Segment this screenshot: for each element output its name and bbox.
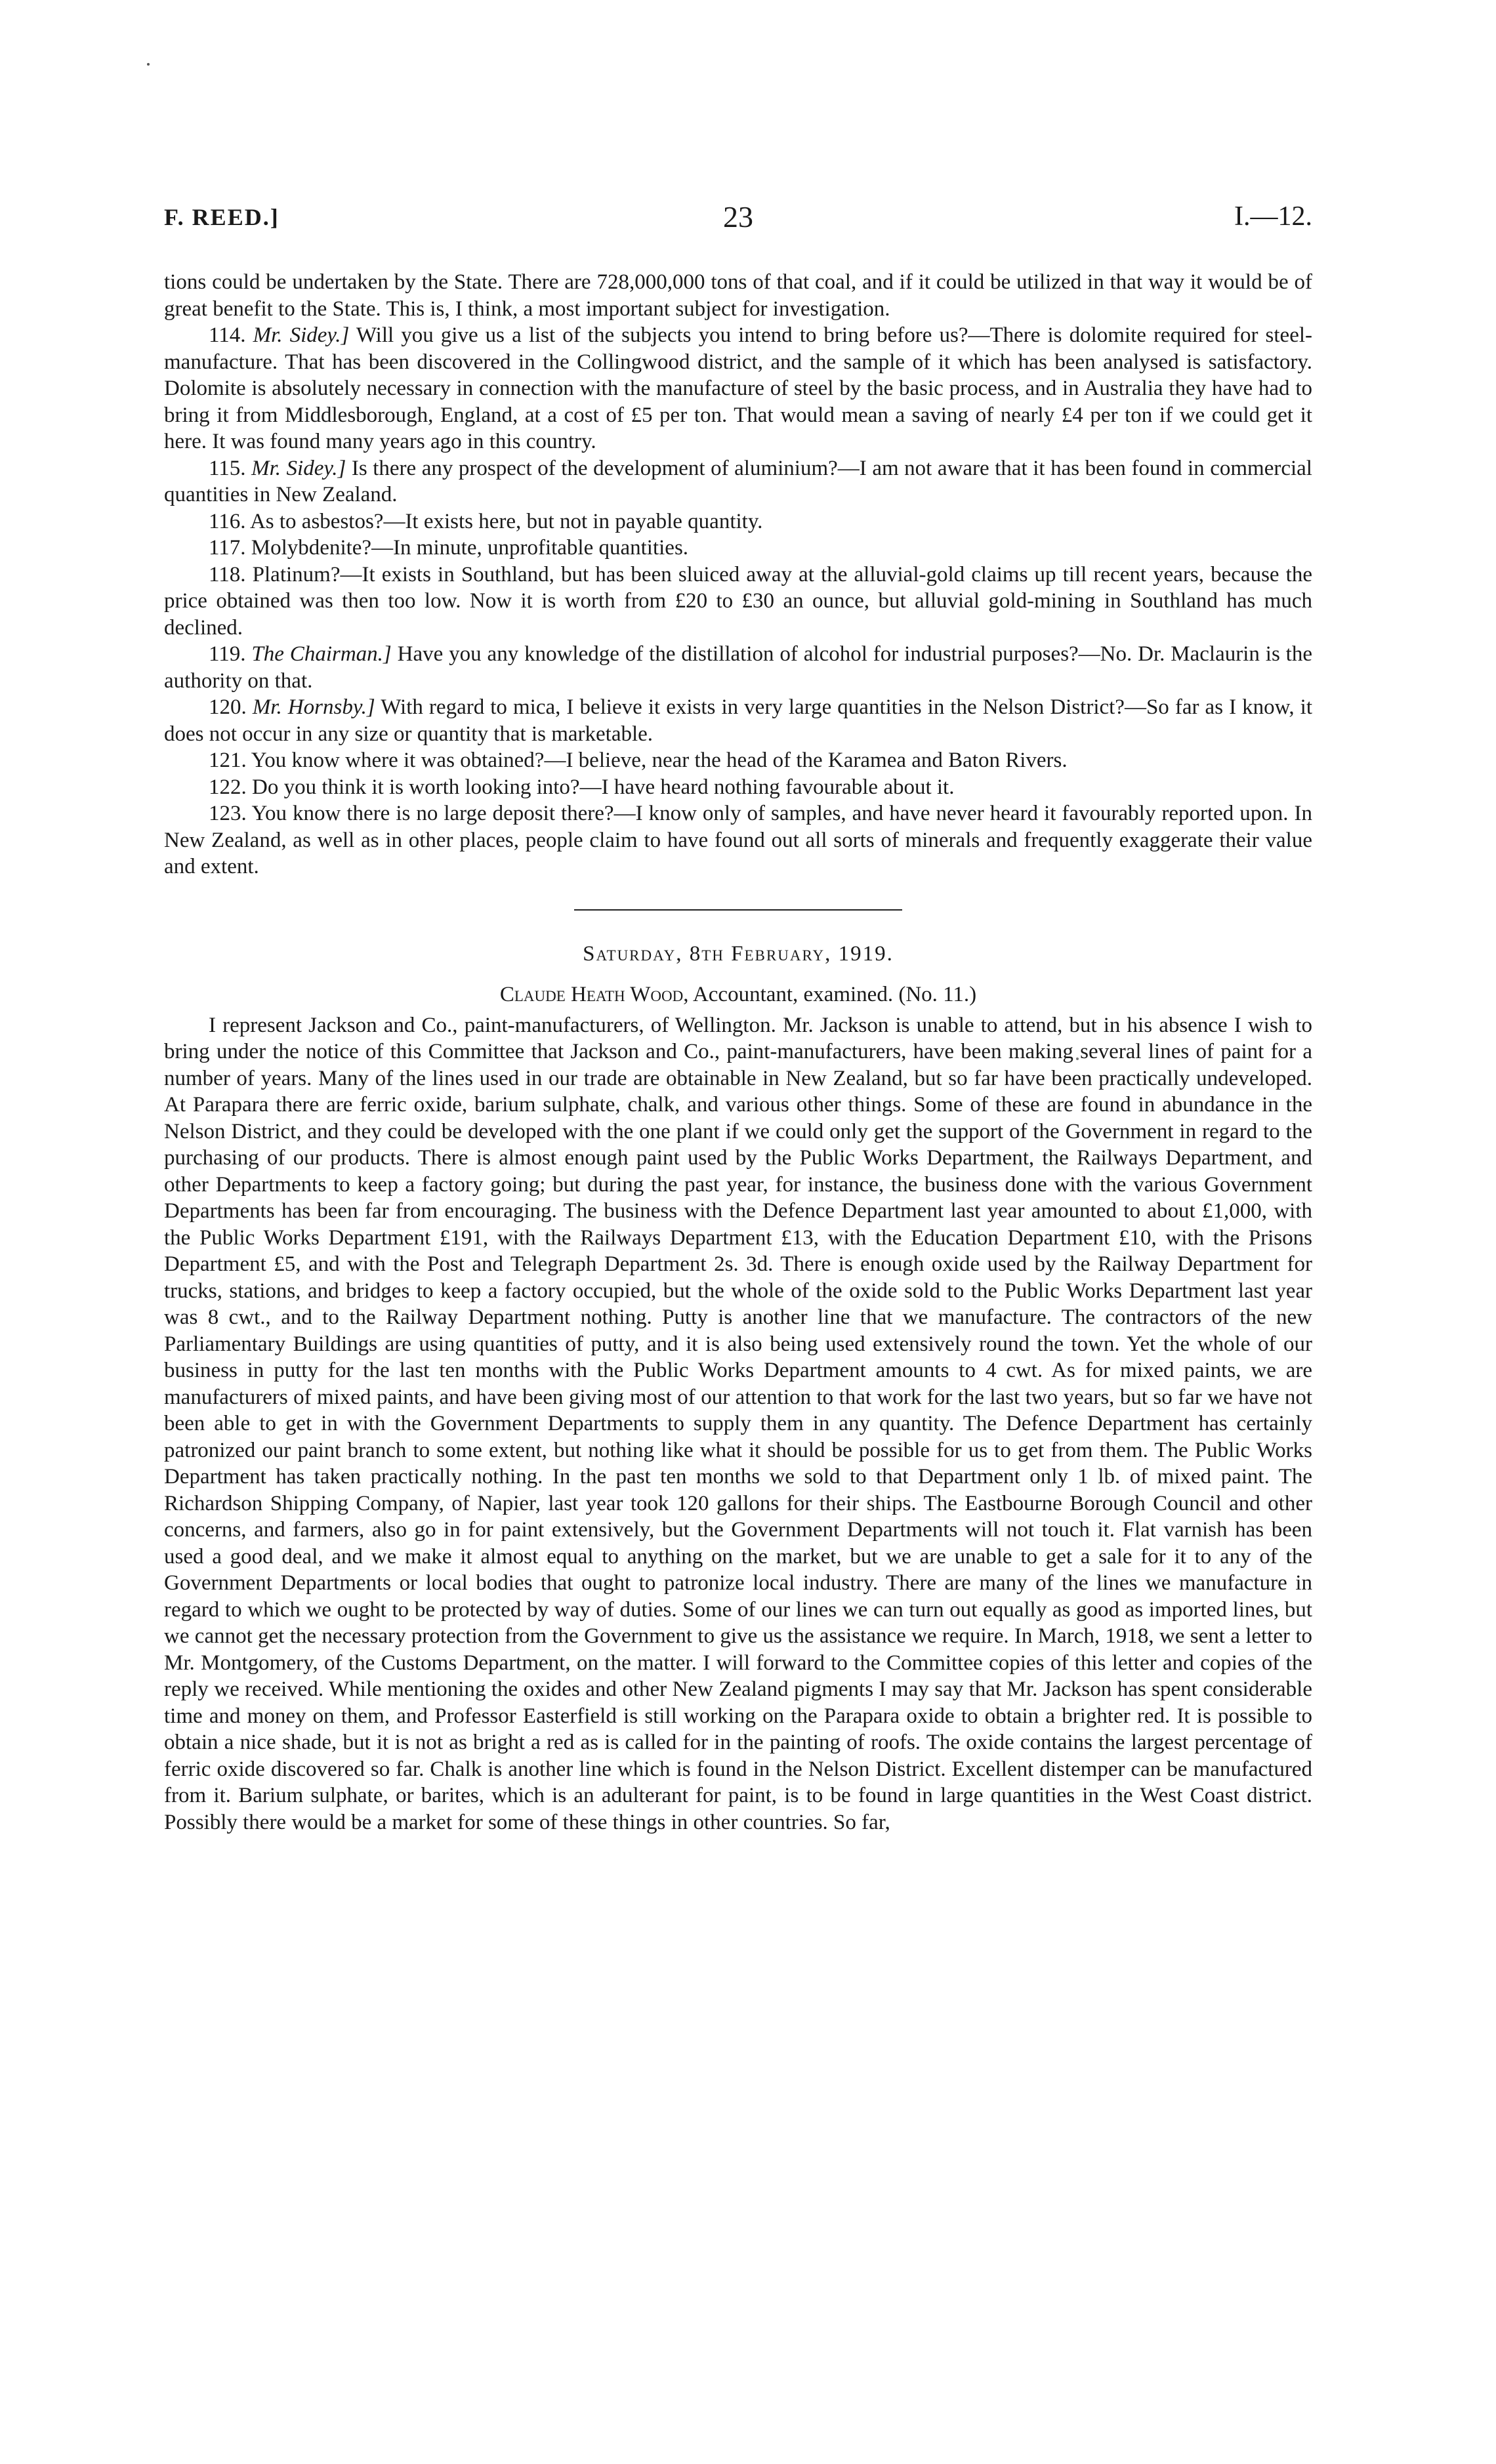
question-121: 121. You know where it was obtained?—I believe, near the head of the Karamea and Baton Rivers. xyxy=(209,749,1068,772)
paragraph-continuation: tions could be undertaken by the State. There are 728,000,000 tons of that coal, and if it could be utilized in that way it would be of great benefit to the State. This is, I think, a most important subject for investigation. xyxy=(164,270,1312,321)
question-117: 117. Molybdenite?—In minute, unprofitable quantities. xyxy=(209,536,689,560)
header-witness-name: F. REED.] xyxy=(164,204,280,230)
witness-description: Accountant, examined. (No. 11.) xyxy=(692,983,977,1006)
paper-reference: I.—12. xyxy=(1234,201,1312,232)
page-number: 23 xyxy=(723,200,753,234)
witness-statement: I represent Jackson and Co., paint-manufacturers, of Wellington. Mr. Jackson is unable to attend, but in his absence I wish to bring under the notice of this Committee that Jackson and Co., paint-manufacturers, have been making several lines of paint for a number of years. Many of the lines used in our trade are obtainable in New Zealand, but so far have been practically undeveloped. At Parapara there are ferric oxide, barium sulphate, chalk, and various other things. Some of these are found in abundance in the Nelson District, and they could be developed with the one plant if we could only get the support of the Government in regard to the purchasing of our products. There is almost enough paint used by the Public Works Department, the Railways Department, and other Departments to keep a factory going; but during the past year, for instance, the business done with the various Government Departments has been far from encouraging. The business with the Defence Department last year amounted to about £1,000, with the Public Works Department £191, with the Railways Department £13, with the Education Department £10, with the Prisons Department £5, and with the Post and Telegraph Department 2s. 3d. There is enough oxide used by the Railway Department for trucks, stations, and bridges to keep a factory occupied, but the whole of the oxide sold to the Public Works Department last year was 8 cwt., and to the Railway Department nothing. Putty is another line that we manufacture. The contractors of the new Parliamentary Buildings are using quantities of putty, and it is also being used extensively round the town. Yet the whole of our business in putty for the last ten months with the Public Works Department amounts to 4 cwt. As for mixed paints, we are manufacturers of mixed paints, and have been giving most of our attention to that work for the last two years, but so far we have not been able to get in with the Government Departments to supply them in any quantity. The Defence Department has certainly patronized our paint branch to some extent, but nothing like what it should be possible for us to get from them. The Public Works Department has taken practically nothing. In the past ten months we sold to that Department only 1 lb. of mixed paint. The Richardson Shipping Company, of Napier, last year took 120 gallons for their ships. The Eastbourne Borough Council and other concerns, and farmers, also go in for paint extensively, but the Government Departments will not touch it. Flat varnish has been used a good deal, and we make it almost equal to anything on the market, but we are unable to get a sale for it to any of the Government Departments or local bodies that ought to patronize local industry. There are many of the lines we manufacture in regard to which we ought to be protected by way of duties. Some of our lines we can turn out equally as good as imported lines, but we cannot get the necessary protection from the Government to give us the assistance we require. In March, 1918, we sent a letter to Mr. Montgomery, of the Customs Department, on the matter. I will forward to the Committee copies of this letter and copies of the reply we received. While mentioning the oxides and other New Zealand pigments I may say that Mr. Jackson has spent considerable time and money on them, and Professor Easterfield is still working on the Parapara oxide to obtain a brighter red. It is possible to obtain a nice shade, but it is not as bright a red as is called for in the painting of roofs. The oxide contains the largest percentage of ferric oxide discovered so far. Chalk is another line which is found in the Nelson District. Excellent distemper can be manufactured from it. Barium sulphate, or barites, which is an adulterant for paint, is to be found in large quantities in the West Coast district. Possibly there would be a market for some of these things in other countries. So far, xyxy=(164,1013,1312,1834)
scan-speck xyxy=(147,63,150,66)
question-116: 116. As to asbestos?—It exists here, but not in payable quantity. xyxy=(209,509,763,533)
question-119: 119. The Chairman.] Have you any knowledge of the distillation of alcohol for industrial purposes?—No. Dr. Maclaurin is the authority on that. xyxy=(164,642,1313,693)
question-115: 115. Mr. Sidey.] Is there any prospect of the development of aluminium?—I am not aware that it has been found in commercial quantities in New Zealand. xyxy=(164,456,1312,506)
question-114: 114. Mr. Sidey.] Will you give us a list of the subjects you intend to bring before us?—There is dolomite required for steel-manufacture. That has been discovered in the Collingwood district, and the sample of it which has been analysed is satisfactory. Dolomite is absolutely necessary in connection with the manufacture of steel by the basic process, and in Australia they have had to bring it from Middlesborough, England, at a cost of £5 per ton. That would mean a saving of nearly £4 per ton if we could get it here. It was found many years ago in this country. xyxy=(164,323,1312,453)
session-date: Saturday, 8th February, 1919. xyxy=(583,941,894,966)
question-122: 122. Do you think it is worth looking into?—I have heard nothing favourable about it. xyxy=(209,775,955,799)
witness-name: Claude Heath Wood, xyxy=(499,983,689,1006)
question-123: 123. You know there is no large deposit there?—I know only of samples, and have never heard it favourably reported upon. In New Zealand, as well as in other places, people claim to have found out all sorts of minerals and frequently exaggerate their value and extent. xyxy=(164,802,1312,878)
page-header xyxy=(164,200,1312,243)
document-body xyxy=(164,269,1312,1836)
question-120: 120. Mr. Hornsby.] With regard to mica, I believe it exists in very large quantities in the Nelson District?—So far as I know, it does not occur in any size or quantity that is marketable. xyxy=(164,695,1312,746)
witness-heading xyxy=(164,981,1312,1008)
question-118: 118. Platinum?—It exists in Southland, but has been sluiced away at the alluvial-gold claims up till recent years, because the price obtained was then too low. Now it is worth from £20 to £30 an ounce, but alluvial gold-mining in Southland has much declined. xyxy=(164,562,1313,640)
section-divider xyxy=(574,909,902,911)
